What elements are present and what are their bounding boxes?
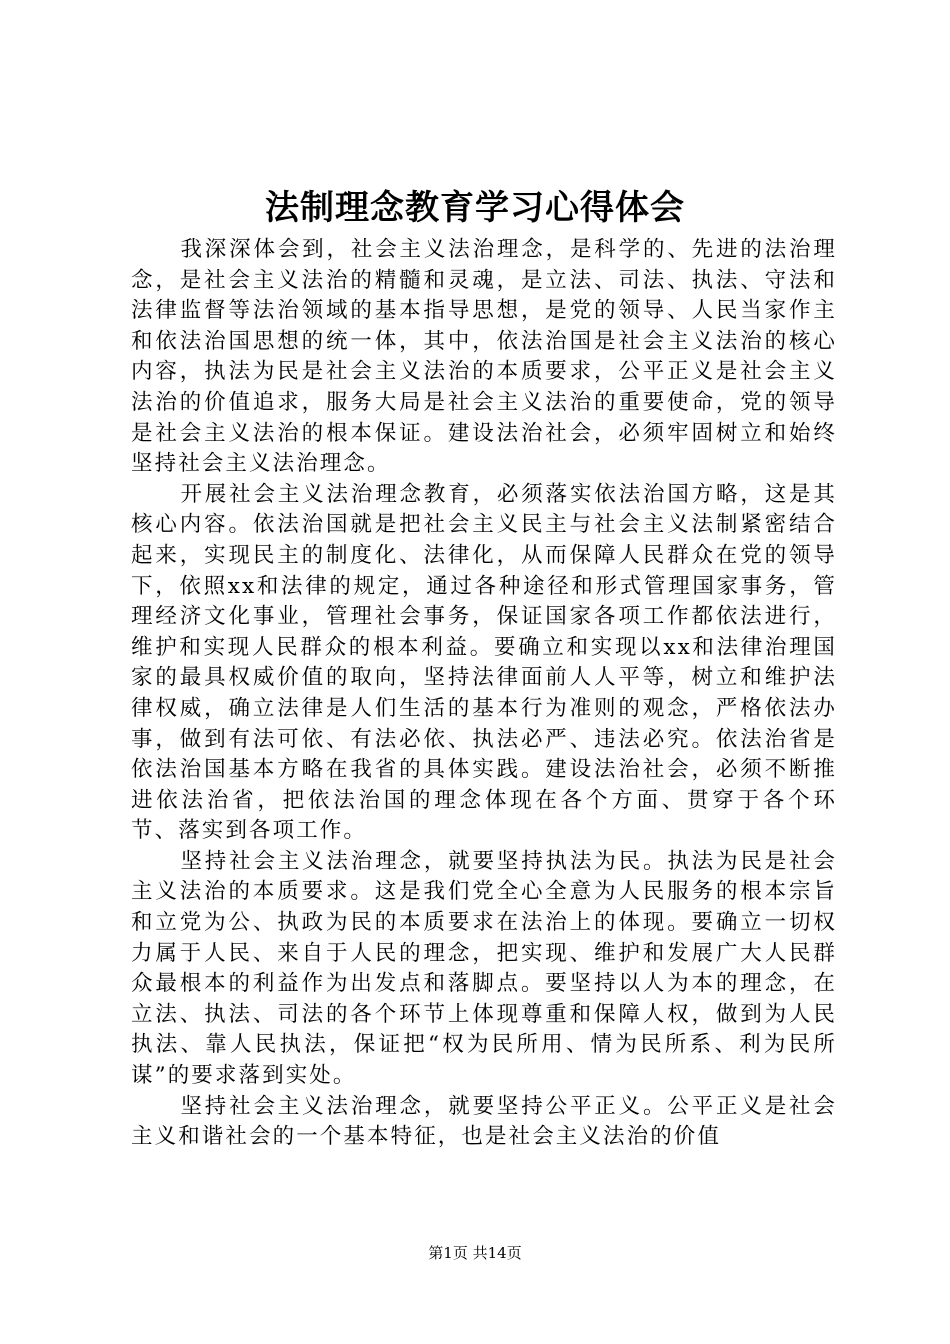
paragraph-4: 坚持社会主义法治理念，就要坚持公平正义。公平正义是社会主义和谐社会的一个基本特征，也是社会主义法治的价值 — [131, 1093, 837, 1150]
paragraph-3: 坚持社会主义法治理念，就要坚持执法为民。执法为民是社会主义法治的本质要求。这是我们党全心全意为人民服务的根本宗旨和立党为公、执政为民的本质要求在法治上的体现。要确立一切权力属于人民、来自于人民的理念，把实现、维护和发展广大人民群众最根本的利益作为出发点和落脚点。要坚持以人为本的理念，在立法、执法、司法的各个环节上体现尊重和保障人权，做到为人民执法、靠人民执法，保证把“权为民所用、情为民所系、利为民所谋”的要求落到实处。 — [131, 848, 837, 1089]
paragraph-1: 我深深体会到，社会主义法治理念，是科学的、先进的法治理念，是社会主义法治的精髓和灵魂，是立法、司法、执法、守法和法律监督等法治领域的基本指导思想，是党的领导、人民当家作主和依法治国思想的统一体，其中，依法治国是社会主义法治的核心内容，执法为民是社会主义法治的本质要求，公平正义是社会主义法治的价值追求，服务大局是社会主义法治的重要使命，党的领导是社会主义法治的根本保证。建设法治社会，必须牢固树立和始终坚持社会主义法治理念。 — [131, 237, 837, 477]
page-footer: 第1页 共14页 — [428, 1244, 522, 1262]
document-body — [131, 235, 837, 1153]
document-title: 法制理念教育学习心得体会 — [265, 188, 685, 228]
paragraph-2: 开展社会主义法治理念教育，必须落实依法治国方略，这是其核心内容。依法治国就是把社会主义民主与社会主义法制紧密结合起来，实现民主的制度化、法律化，从而保障人民群众在党的领导下，依照xx和法律的规定，通过各种途径和形式管理国家事务，管理经济文化事业，管理社会事务，保证国家各项工作都依法进行，维护和实现人民群众的根本利益。要确立和实现以xx和法律治理国家的最具权威价值的取向，坚持法律面前人人平等，树立和维护法律权威，确立法律是人们生活的基本行为准则的观念，严格依法办事，做到有法可依、有法必依、执法必严、违法必究。依法治省是依法治国基本方略在我省的具体实践。建设法治社会，必须不断推进依法治省，把依法治国的理念体现在各个方面、贯穿于各个环节、落实到各项工作。 — [131, 481, 837, 844]
